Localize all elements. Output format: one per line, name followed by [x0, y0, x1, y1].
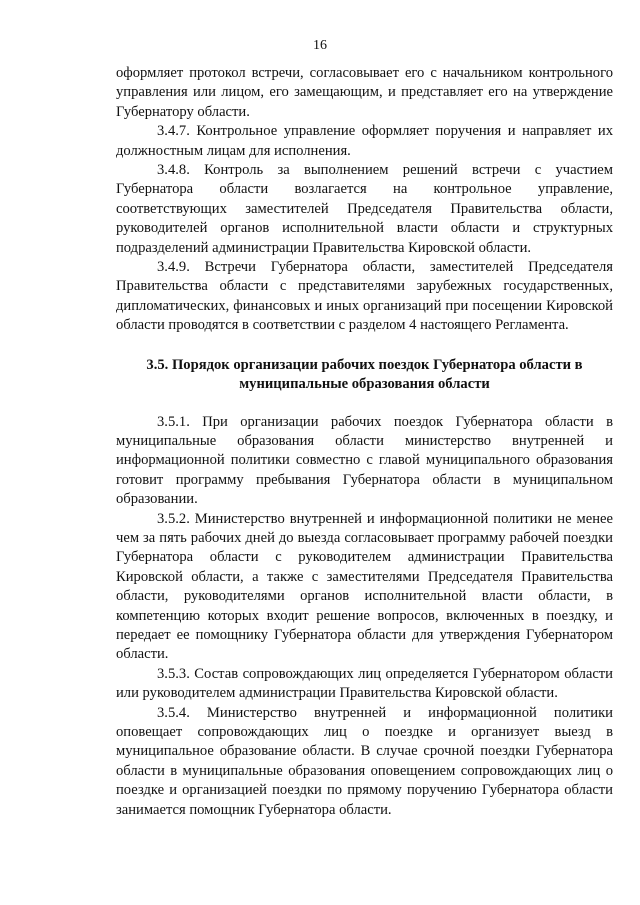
- paragraph-3-4-9: 3.4.9. Встречи Губернатора области, заместителей Председателя Правительства области с представителями зарубежных государственных, дипломатических, финансовых и иных организаций при посещении Кировской области проводятся в соответствии с разделом 4 настоящего Регламента.: [116, 259, 613, 334]
- paragraph-3-5-4: 3.5.4. Министерство внутренней и информационной политики оповещает сопровождающих лиц о поездке и организует выезд в муниципальное образование области. В случае срочной поездки Губернатора области в муниципальные образования оповещением сопровождающих лиц о поездке и организацией поездки по прямому поручению Губернатора области занимается помощник Губернатора области.: [116, 704, 613, 818]
- page-number: 16: [313, 38, 327, 53]
- paragraph-3-5-2: 3.5.2. Министерство внутренней и информационной политики не менее чем за пять рабочих дней до выезда согласовывает программу рабочей поездки Губернатора области с руководителем администрации Правительства Кировской области, а также с заместителями Председателя Правительства области, руководителями органов исполнительной власти области, в компетенцию которых входит решение вопросов, включенных в поездку, и передает ее помощнику Губернатора области для утверждения Губернатором области.: [116, 510, 613, 663]
- section-heading-3-5: 3.5. Порядок организации рабочих поездок Губернатора области в муниципальные образования области: [146, 356, 583, 393]
- paragraph-3-4-8: 3.4.8. Контроль за выполнением решений встречи с участием Губернатора области возлагается на контрольное управление, соответствующих заместителей Председателя Правительства области, руководителей органов исполнительной власти области и структурных подразделений администрации Правительства Кировской области.: [116, 162, 613, 256]
- document-body: [116, 64, 613, 820]
- paragraph-3-4-7: 3.4.7. Контрольное управление оформляет поручения и направляет их должностным лицам для исполнения.: [116, 123, 613, 159]
- paragraph-continuation: оформляет протокол встречи, согласовывает его с начальником контрольного управления или лицом, его замещающим, и представляет его на утверждение Губернатору области.: [116, 65, 613, 120]
- paragraph-3-5-1: 3.5.1. При организации рабочих поездок Губернатора области в муниципальные образования области министерство внутренней и информационной политики совместно с главой муниципального образования готовит программу пребывания Губернатора области в муниципальном образовании.: [116, 413, 613, 508]
- paragraph-3-5-3: 3.5.3. Состав сопровождающих лиц определяется Губернатором области или руководителем администрации Правительства Кировской области.: [116, 665, 613, 702]
